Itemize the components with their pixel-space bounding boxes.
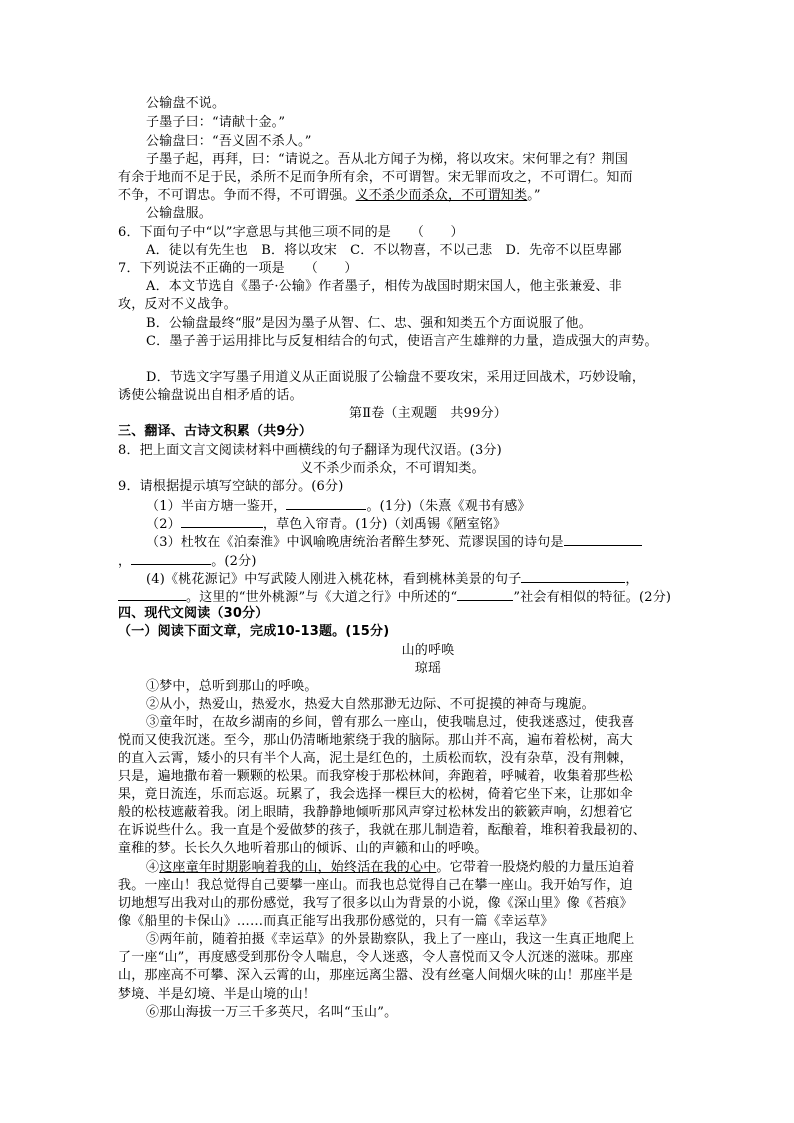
paragraph-line: ③童年时，在故乡湖南的乡间，曾有那么一座山，使我喘息过，使我迷惑过，使我喜 bbox=[146, 715, 635, 730]
question-9: 9．请根据提示填写空缺的部分。(6分) bbox=[118, 479, 344, 494]
paragraph-line: 在诉说些什么。我一直是个爱做梦的孩子，我就在那儿制造着，酝酿着，堆积着我最初的、 bbox=[118, 823, 647, 838]
question-7-option-d-cont: 诱使公输盘说出自相矛盾的话。 bbox=[118, 388, 303, 403]
question-9-1 bbox=[146, 497, 678, 515]
volume-heading: 第Ⅱ卷（主观题 共99分） bbox=[349, 406, 507, 421]
question-9-3-cont bbox=[118, 552, 678, 570]
question-7-option-c: C．墨子善于运用排比与反复相结合的句式，使语言产生雄辩的力量，造成强大的声势。 bbox=[146, 334, 658, 349]
answer-blank[interactable] bbox=[564, 533, 642, 546]
question-6-options: A．徒以有先生也 B．将以攻宋 C．不以物喜，不以己悲 D．先帝不以臣卑鄙 bbox=[146, 243, 622, 258]
paragraph-line: 我。一座山！我总觉得自己要攀一座山。而我也总觉得自己在攀一座山。我开始写作，迫 bbox=[118, 878, 633, 893]
text-span: （1）半亩方塘一鉴开， bbox=[146, 499, 287, 514]
answer-blank[interactable] bbox=[118, 588, 186, 601]
text-line: 子墨子曰：“请献十金。” bbox=[146, 115, 286, 130]
text-span: ”社会有相似的特征。(2分) bbox=[513, 590, 672, 605]
question-9-3 bbox=[146, 533, 678, 551]
paragraph-line: 童稚的梦。长长久久地听着那山的倾诉、山的声籁和山的呼唤。 bbox=[118, 841, 488, 856]
text-line bbox=[118, 188, 678, 204]
question-7-option-d: D．节选文字写墨子用道义从正面说服了公输盘不要攻宋，采用迂回战术，巧妙设喻， bbox=[146, 370, 646, 385]
answer-blank[interactable] bbox=[131, 552, 211, 565]
text-span: （2） bbox=[146, 517, 181, 532]
paragraph-line: ①梦中，总听到那山的呼唤。 bbox=[146, 679, 318, 694]
text-span: 。这里的“世外桃源”与《大道之行》中所述的“ bbox=[186, 590, 458, 605]
text-span: 。(1分)（朱熹《观书有感》 bbox=[366, 499, 531, 514]
question-8-sentence: 义不杀少而杀众，不可谓知类。 bbox=[300, 461, 485, 476]
article-title: 山的呼唤 bbox=[401, 643, 455, 658]
answer-blank[interactable] bbox=[286, 497, 366, 510]
text-span: ， bbox=[625, 572, 639, 587]
text-span: (4)《桃花源记》中写武陵人刚进入桃花林，看到桃林美景的句子 bbox=[146, 572, 522, 587]
underlined-sentence: 这座童年时期影响着我的山，始终活在我的心中 bbox=[159, 860, 437, 875]
answer-blank[interactable] bbox=[521, 570, 625, 583]
text-line: 公输盘曰：“吾义固不杀人。” bbox=[146, 134, 312, 149]
subsection-heading: （一）阅读下面文章，完成10-13题。(15分) bbox=[118, 624, 390, 639]
question-8: 8．把上面文言文阅读材料中画横线的句子翻译为现代汉语。(3分) bbox=[118, 443, 502, 458]
question-7: 7．下列说法不正确的一项是 （ ） bbox=[118, 261, 358, 276]
text-span: 。” bbox=[527, 188, 541, 203]
question-7-option-a: A．本文节选自《墨子·公输》作者墨子，相传为战国时期宋国人，他主张兼爱、非 bbox=[146, 279, 622, 294]
paragraph-line: 果，竟日流连，乐而忘返。玩累了，我会选择一棵巨大的松树，倚着它坐下来，让那如伞 bbox=[118, 787, 633, 802]
text-span: 不争，不可谓忠。争而不得，不可谓强。 bbox=[118, 188, 356, 203]
section-heading: 四、现代文阅读（30分） bbox=[118, 606, 269, 621]
paragraph-line: ②从小，热爱山，热爱水，热爱大自然那渺无边际、不可捉摸的神奇与瑰旎。 bbox=[146, 697, 595, 712]
paragraph-line: ⑤两年前，随着拍摄《幸运草》的外景勘察队，我上了一座山，我这一生真正地爬上 bbox=[146, 932, 635, 947]
paragraph-line: 山，那座高不可攀、深入云霄的山，那座远离尘嚣、没有丝毫人间烟火味的山！那座半是 bbox=[118, 968, 633, 983]
text-span: 。(2分) bbox=[211, 554, 257, 569]
paragraph-line: 了一座“山”，再度感受到那份令人喘息，令人迷惑，令人喜悦而又令人沉迷的滋味。那座 bbox=[118, 950, 634, 965]
answer-blank[interactable] bbox=[457, 588, 513, 601]
paragraph-line: 般的松枝遮蔽着我。闭上眼睛，我静静地倾听那风声穿过松林发出的簌簌声响，幻想着它 bbox=[118, 805, 633, 820]
underlined-sentence: 义不杀少而杀众，不可谓知类 bbox=[355, 188, 528, 203]
article-author: 琼瑶 bbox=[414, 661, 442, 676]
question-9-4-cont bbox=[118, 588, 678, 606]
paragraph-line: 只是，遍地撒布着一颗颗的松果。而我穿梭于那松林间，奔跑着，呼喊着，收集着那些松 bbox=[118, 769, 633, 784]
text-line: 子墨子起，再拜，曰：“请说之。吾从北方闻子为梯，将以攻宋。宋何罪之有？荆国 bbox=[146, 152, 629, 167]
question-9-4 bbox=[146, 570, 678, 588]
paragraph-line: 切地想写出我对山的那份感觉，我写了很多以山为背景的小说，像《深山里》像《苔痕》 bbox=[118, 896, 633, 911]
text-line: 公输盘服。 bbox=[146, 206, 213, 221]
text-span: ④ bbox=[146, 860, 160, 875]
paragraph-line bbox=[146, 860, 678, 876]
text-span: 。它带着一股烧灼般的力量压迫着 bbox=[436, 860, 635, 875]
text-span: ，草色入帘青。(1分)（刘禹锡《陋室铭》 bbox=[262, 517, 507, 532]
text-line: 有余于地而不足于民，杀所不足而争所有余，不可谓智。宋无罪而攻之，不可谓仁。知而 bbox=[118, 170, 633, 185]
paragraph-line: 的直入云霄，矮小的只有半个人高，泥土是红色的，土质松而软，没有杂草，没有荆棘， bbox=[118, 751, 633, 766]
paragraph-line: ⑥那山海拔一万三千多英尺，名叫“玉山”。 bbox=[146, 1005, 398, 1020]
question-6: 6．下面句子中“以”字意思与其他三项不同的是 （ ） bbox=[118, 225, 464, 240]
answer-blank[interactable] bbox=[181, 515, 263, 528]
paragraph-line: 像《船里的卡保山》……而真正能写出我那份感觉的，只有一篇《幸运草》 bbox=[118, 914, 554, 929]
section-heading: 三、翻译、古诗文积累（共9分） bbox=[118, 424, 313, 439]
question-7-option-b: B．公输盘最终“服”是因为墨子从智、仁、忠、强和知类五个方面说服了他。 bbox=[146, 316, 592, 331]
question-7-option-a-cont: 攻，反对不义战争。 bbox=[118, 297, 237, 312]
question-9-2 bbox=[146, 515, 678, 533]
text-line: 公输盘不说。 bbox=[146, 96, 226, 111]
paragraph-line: 悦而又使我沉迷。至今，那山仍清晰地萦绕于我的脑际。那山并不高，遍布着松树，高大 bbox=[118, 733, 633, 748]
paragraph-line: 梦境、半是幻境、半是山境的山！ bbox=[118, 987, 317, 1002]
text-span: ， bbox=[118, 554, 132, 569]
text-span: （3）杜牧在《泊秦淮》中讽喻晚唐统治者醉生梦死、荒谬误国的诗句是 bbox=[146, 535, 564, 550]
